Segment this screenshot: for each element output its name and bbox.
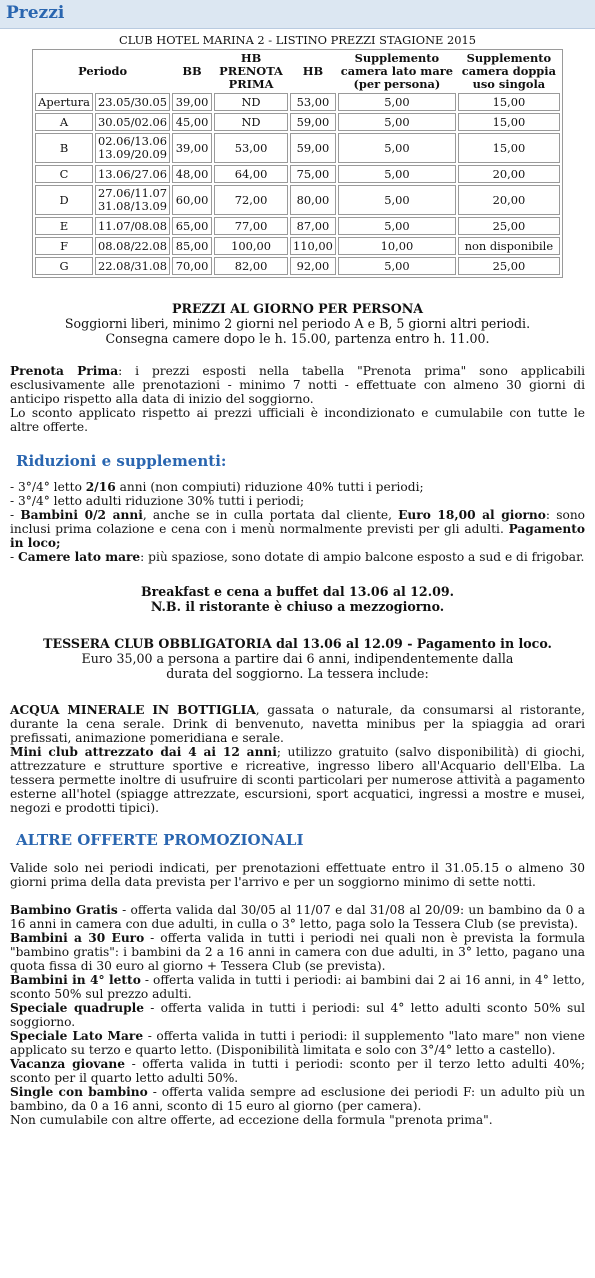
table-cell: 92,00 [290, 257, 336, 275]
table-cell: 5,00 [338, 257, 456, 275]
table-cell: 70,00 [172, 257, 212, 275]
table-cell: 02.06/13.06 13.09/20.09 [95, 133, 170, 163]
table-cell: 87,00 [290, 217, 336, 235]
table-cell: 15,00 [458, 133, 560, 163]
offer-item [10, 1057, 585, 1085]
offer-item [10, 1085, 585, 1113]
offer-item [10, 1001, 585, 1029]
table-cell: 48,00 [172, 165, 212, 183]
table-cell: 82,00 [214, 257, 288, 275]
table-cell: B [35, 133, 93, 163]
table-body [35, 93, 560, 275]
table-cell: non disponibile [458, 237, 560, 255]
table-cell: 5,00 [338, 133, 456, 163]
price-table [32, 49, 563, 278]
table-header-row [35, 52, 560, 91]
table-row [35, 185, 560, 215]
page-title: Prezzi [6, 3, 65, 23]
per-person-title: PREZZI AL GIORNO PER PERSONA [172, 301, 423, 316]
prenota-label: Prenota Prima [10, 364, 119, 378]
col-bb: BB [182, 64, 202, 78]
table-cell: 5,00 [338, 93, 456, 111]
table-cell: 64,00 [214, 165, 288, 183]
col-supp-mare: Supplemento camera lato mare (per persona) [340, 51, 453, 91]
table-cell: ND [214, 113, 288, 131]
offer-item [10, 931, 585, 973]
table-row [35, 237, 560, 255]
table-cell: 60,00 [172, 185, 212, 215]
table-row [35, 165, 560, 183]
tessera-details [10, 703, 585, 815]
table-row [35, 93, 560, 111]
miniclub-text: ; utilizzo gratuito (salvo disponibilità) di giochi, attrezzature e strutture sportive e ricreative, ingresso libero all'Acquario dell'Elba. La tessera permette inoltre di usufruire di sconti particolari per numerose attività a pagamento esterne all'hotel (spiagge attrezzate, escursioni, sport acquatici, ingressi a mostre e musei, negozi e prodotti tipici). [10, 745, 585, 815]
price-table-title: CLUB HOTEL MARINA 2 - LISTINO PREZZI STAGIONE 2015 [119, 33, 476, 47]
prenota-text2: Lo sconto applicato rispetto ai prezzi ufficiali è incondizionato e cumulabile con tutte le altre offerte. [10, 406, 585, 434]
offer-label: Speciale quadruple [10, 1001, 145, 1015]
offer-label: Bambino Gratis [10, 903, 118, 917]
table-cell: 39,00 [172, 133, 212, 163]
table-cell: 30.05/02.06 [95, 113, 170, 131]
table-cell: 22.08/31.08 [95, 257, 170, 275]
table-cell: D [35, 185, 93, 215]
tessera-desc: Euro 35,00 a persona a partire dai 6 anni, indipendentemente dalla durata del soggiorno. La tessera include: [81, 651, 514, 681]
offer-item [10, 973, 585, 1001]
prenota-prima-block [10, 364, 585, 434]
riduzione-2: - 3°/4° letto adulti riduzione 30% tutti i periodi; [10, 494, 305, 508]
offer-label: Speciale Lato Mare [10, 1029, 144, 1043]
offerte-list [10, 903, 585, 1113]
table-cell: 110,00 [290, 237, 336, 255]
table-cell: 27.06/11.07 31.08/13.09 [95, 185, 170, 215]
table-cell: 20,00 [458, 185, 560, 215]
table-cell: 15,00 [458, 113, 560, 131]
offer-text: - offerta valida in tutti i periodi: il supplemento "lato mare" non viene applicato su terzo e quarto letto. (Disponibilità limitata e solo con 3°/4° letto a castello). [10, 1029, 585, 1057]
table-cell: 100,00 [214, 237, 288, 255]
offer-label: Single con bambino [10, 1085, 148, 1099]
offerte-footer: Non cumulabile con altre offerte, ad eccezione della formula "prenota prima". [10, 1113, 493, 1127]
tessera-title: TESSERA CLUB OBBLIGATORIA dal 13.06 al 12.09 - Pagamento in loco. [43, 636, 552, 651]
table-cell: F [35, 237, 93, 255]
table-cell: 13.06/27.06 [95, 165, 170, 183]
table-cell: Apertura [35, 93, 93, 111]
offerte-intro: Valide solo nei periodi indicati, per prenotazioni effettuate entro il 31.05.15 o almeno 30 giorni prima della data prevista per l'arrivo e per un soggiorno minimo di sette notti. [10, 861, 585, 889]
offer-text: - offerta valida in tutti i periodi: sul 4° letto adulti sconto 50% sul soggiorno. [10, 1001, 585, 1029]
table-cell: C [35, 165, 93, 183]
table-cell: 72,00 [214, 185, 288, 215]
riduzione-4: - Camere lato mare: più spaziose, sono dotate di ampio balcone esposto a sud e di frigobar. [10, 550, 585, 564]
riduzione-3: - Bambini 0/2 anni, anche se in culla portata dal cliente, Euro 18,00 al giorno: sono inclusi prima colazione e cena con i menù normalmente previsti per gli adulti. Pagamento in loco; [10, 508, 585, 550]
table-cell: A [35, 113, 93, 131]
table-row [35, 217, 560, 235]
table-cell: 23.05/30.05 [95, 93, 170, 111]
per-person-block [10, 301, 585, 346]
table-cell: 5,00 [338, 113, 456, 131]
table-cell: 39,00 [172, 93, 212, 111]
content [0, 33, 595, 1127]
table-cell: 25,00 [458, 217, 560, 235]
table-cell: ND [214, 93, 288, 111]
offer-text: - offerta valida sempre ad esclusione dei periodi F: un adulto più un bambino, da 0 a 16 anni, sconto di 15 euro al giorno (per camera). [10, 1085, 585, 1113]
table-cell: 5,00 [338, 217, 456, 235]
offer-text: - offerta valida in tutti i periodi: sconto per il terzo letto adulti 40%; sconto per il quarto letto adulti 50%. [10, 1057, 585, 1085]
offer-label: Bambini a 30 Euro [10, 931, 145, 945]
table-cell: 85,00 [172, 237, 212, 255]
table-cell: E [35, 217, 93, 235]
offer-text: - offerta valida dal 30/05 al 11/07 e dal 31/08 al 20/09: un bambino da 0 a 16 anni in camera con due adulti, in culla o 3° letto, paga solo la Tessera Club (se prevista). [10, 903, 585, 931]
per-person-line1: Soggiorni liberi, minimo 2 giorni nel periodo A e B, 5 giorni altri periodi. [64, 316, 531, 331]
table-cell: 10,00 [338, 237, 456, 255]
per-person-line2: Consegna camere dopo le h. 15.00, partenza entro h. 11.00. [105, 331, 490, 346]
table-cell: 59,00 [290, 113, 336, 131]
table-cell: 20,00 [458, 165, 560, 183]
acqua-text: , gassata o naturale, da consumarsi al ristorante, durante la cena serale. Drink di benvenuto, navetta minibus per la spiaggia ad orari prefissati, animazione pomeridiana e serale. [10, 703, 585, 745]
header-bar [0, 0, 595, 29]
miniclub-label: Mini club attrezzato dai 4 ai 12 anni [10, 745, 277, 759]
offer-text: - offerta valida in tutti i periodi nei quali non è prevista la formula "bambino gratis": i bambini da 2 a 16 anni in camera con due adulti, in 3° letto, pagano una quota fissa di 30 euro al giorno + Tessera Club (se prevista). [10, 931, 585, 973]
offer-item [10, 903, 585, 931]
riduzioni-block [10, 480, 585, 564]
col-hb-prenota: HB PRENOTA PRIMA [219, 51, 283, 91]
buffet-line2: N.B. il ristorante è chiuso a mezzogiorno. [150, 599, 445, 614]
table-cell: 65,00 [172, 217, 212, 235]
offer-item [10, 1029, 585, 1057]
tessera-header-block [10, 636, 585, 681]
table-cell: 80,00 [290, 185, 336, 215]
table-cell: 25,00 [458, 257, 560, 275]
table-cell: 5,00 [338, 165, 456, 183]
table-cell: 5,00 [338, 185, 456, 215]
buffet-block [10, 584, 585, 614]
table-cell: 77,00 [214, 217, 288, 235]
offer-label: Vacanza giovane [10, 1057, 126, 1071]
table-cell: 75,00 [290, 165, 336, 183]
table-row [35, 133, 560, 163]
riduzione-1: - 3°/4° letto 2/16 anni (non compiuti) riduzione 40% tutti i periodi; [10, 480, 424, 494]
col-supp-singola: Supplemento camera doppia uso singola [461, 51, 556, 91]
table-row [35, 257, 560, 275]
table-cell: 45,00 [172, 113, 212, 131]
acqua-label: ACQUA MINERALE IN BOTTIGLIA [10, 703, 256, 717]
table-row [35, 113, 560, 131]
table-cell: 53,00 [290, 93, 336, 111]
table-cell: 08.08/22.08 [95, 237, 170, 255]
buffet-line1: Breakfast e cena a buffet dal 13.06 al 12.09. [141, 584, 454, 599]
offerte-heading: ALTRE OFFERTE PROMOZIONALI [16, 831, 304, 849]
col-hb: HB [302, 64, 324, 78]
table-cell: G [35, 257, 93, 275]
prenota-text1: : i prezzi esposti nella tabella "Prenota prima" sono applicabili esclusivamente alle prenotazioni - minimo 7 notti - effettuate con almeno 30 giorni di anticipo rispetto alla data di inizio del soggiorno. [10, 364, 586, 406]
riduzioni-heading: Riduzioni e supplementi: [16, 452, 227, 470]
offer-label: Bambini in 4° letto [10, 973, 141, 987]
col-periodo: Periodo [78, 64, 128, 78]
table-cell: 59,00 [290, 133, 336, 163]
table-cell: 53,00 [214, 133, 288, 163]
table-cell: 15,00 [458, 93, 560, 111]
table-cell: 11.07/08.08 [95, 217, 170, 235]
offer-text: - offerta valida in tutti i periodi: ai bambini dai 2 ai 16 anni, in 4° letto, sconto 50% sul prezzo adulti. [10, 973, 585, 1001]
